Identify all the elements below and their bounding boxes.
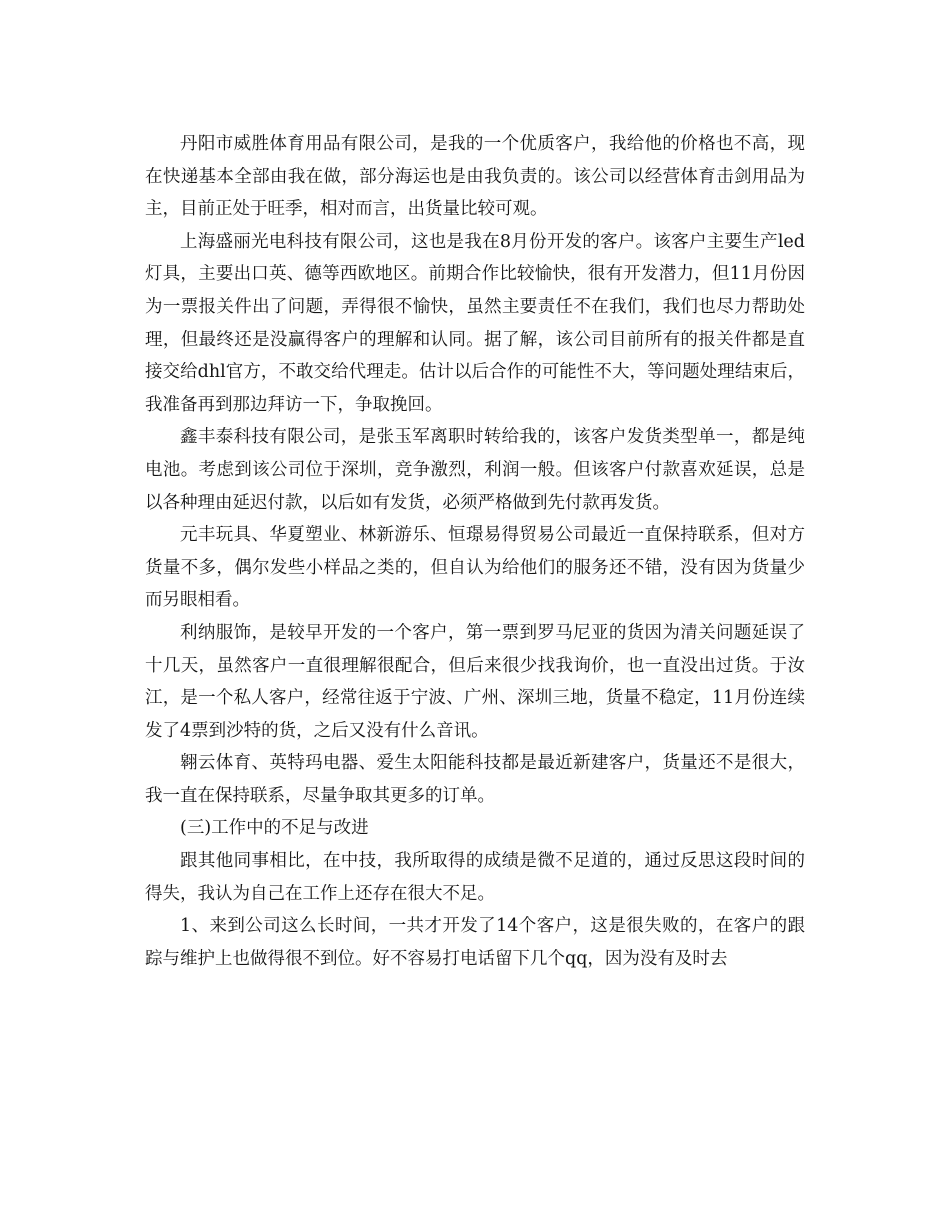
- paragraph-weisheng: 丹阳市威胜体育用品有限公司，是我的一个优质客户，我给他的价格也不高，现在快递基本全部由我在做，部分海运也是由我负责的。该公司以经营体育击剑用品为主，目前正处于旺季，相对而言，出货量比较可观。: [145, 134, 805, 220]
- section-heading: (三)工作中的不足与改进: [180, 818, 369, 839]
- paragraph-lina: 利纳服饰，是较早开发的一个客户，第一票到罗马尼亚的货因为清关问题延误了十几天，虽然客户一直很理解很配合，但后来很少找我询价，也一直没出过货。于汝江，是一个私人客户，经常往返于宁波、广州、深圳三地，货量不稳定，11月份连续发了4票到沙特的货，之后又没有什么音讯。: [145, 622, 805, 741]
- paragraph-yuanfeng: 元丰玩具、华夏塑业、林新游乐、恒璟易得贸易公司最近一直保持联系，但对方货量不多，偶尔发些小样品之类的，但自认为给他们的服务还不错，没有因为货量少而另眼相看。: [145, 525, 805, 611]
- paragraph-reflection: 跟其他同事相比，在中技，我所取得的成绩是微不足道的，通过反思这段时间的得失，我认为自己在工作上还存在很大不足。: [145, 851, 805, 904]
- paragraph-xinfengtai: 鑫丰泰科技有限公司，是张玉军离职时转给我的，该客户发货类型单一，都是纯电池。考虑到该公司位于深圳，竞争激烈，利润一般。但该客户付款喜欢延误，总是以各种理由延迟付款，以后如有发货，必须严格做到先付款再发货。: [145, 427, 805, 513]
- paragraph-aoyun: 翱云体育、英特玛电器、爱生太阳能科技都是最近新建客户，货量还不是很大，我一直在保持联系，尽量争取其更多的订单。: [145, 753, 805, 806]
- paragraph-point-1: 1、来到公司这么长时间，一共才开发了14个客户，这是很失败的，在客户的跟踪与维护上也做得很不到位。好不容易打电话留下几个qq，因为没有及时去: [145, 916, 805, 969]
- document-body: [145, 128, 805, 975]
- paragraph-shengli: 上海盛丽光电科技有限公司，这也是我在8月份开发的客户。该客户主要生产led灯具，主要出口英、德等西欧地区。前期合作比较愉快，很有开发潜力，但11月份因为一票报关件出了问题，弄得很不愉快，虽然主要责任不在我们，我们也尽力帮助处理，但最终还是没赢得客户的理解和认同。据了解，该公司目前所有的报关件都是直接交给dhl官方，不敢交给代理走。估计以后合作的可能性不大，等问题处理结束后，我准备再到那边拜访一下，争取挽回。: [145, 231, 805, 415]
